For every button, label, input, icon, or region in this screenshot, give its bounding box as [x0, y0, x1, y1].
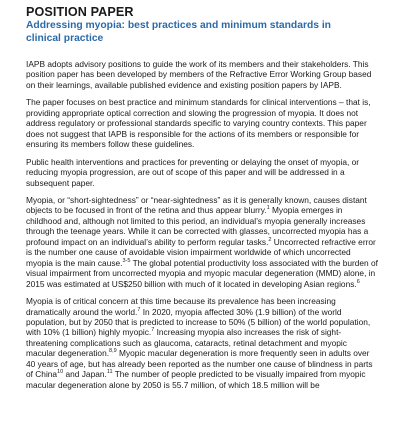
- text-run: Myopia is of critical concern at this time because its prevalence has been increasing dramatically around the world.: [26, 296, 336, 317]
- text-run: and Japan.: [63, 369, 107, 380]
- text-run: In 2020, myopia affected 30% (1.9 billion) of the world population, but by 2050 that is predicted to increase to 50% (5 billion) of the world population, with 10% (1 billion) highly myopic.: [26, 306, 371, 338]
- document-title-line-1: Addressing myopia: best practices and minimum standards in: [26, 20, 331, 31]
- paragraph-intro: IAPB adopts advisory positions to guide the work of its members and their stakeholders. This position paper has been developed by members of the Refractive Error Working Group based on their learnings, available published evidence and existing position papers by IAPB.: [26, 59, 372, 90]
- reference-marker: 11: [106, 369, 113, 376]
- text-run: Myopia, or “short-sightedness” or “near-sightedness” as it is generally known, causes distant objects to be focused in front of the retina and thus appear blurry.: [26, 194, 367, 216]
- reference-marker: 7: [137, 306, 141, 313]
- paragraph-scope: The paper focuses on best practice and minimum standards for clinical interventions – that is, providing appropriate optical correction and slowing the progression of myopia. It does not address regulatory or professional standards specific to varying country contexts. This paper does not suggest that IAPB is responsible for the actions of its members or responsible for ensuring its members follow these guidelines.: [26, 97, 371, 150]
- reference-marker: 7: [151, 327, 155, 334]
- text-run: Myopia emerges in childhood and, although not limited to this period, an individual’s myopia generally increases through the teenage years. While it can be corrected with glasses, uncorrected myopia has a profound impact on an individual’s ability to perform regular tasks.: [26, 205, 369, 247]
- paragraph-myopia-prevalence: [26, 296, 378, 390]
- document-type-label: POSITION PAPER: [26, 5, 134, 19]
- text-run: Uncorrected refractive error is the number one cause of avoidable vision impairment worldwide of which uncorrected myopia is the main cause.: [26, 236, 376, 268]
- reference-marker: 3-5: [122, 257, 131, 264]
- paragraph-out-of-scope: Public health interventions and practices for preventing or delaying the onset of myopia, or reducing myopia progression, are out of scope of this paper and will be addressed in a subsequent paper.: [26, 156, 360, 188]
- reference-marker: 1: [266, 205, 270, 212]
- text-run: The number of people predicted to be visually impaired from myopic macular degeneration alone by 2050 is 55.7 million, of which 18.5 million will be: [26, 369, 366, 390]
- paragraph-myopia-definition: [26, 195, 378, 289]
- document-title: [26, 20, 378, 45]
- text-run: Increasing myopia also increases the risk of sight-threatening complications such as glaucoma, cataracts, retinal detachment and myopic macular degeneration.: [26, 327, 347, 359]
- reference-marker: 6: [356, 278, 360, 285]
- document-page: [26, 0, 378, 390]
- document-title-line-2: clinical practice: [26, 32, 104, 44]
- text-run: The global potential productivity loss associated with the burden of visual impairment from uncorrected myopia and myopic macular degeneration (MMD) alone, in 2015 was estimated at US$250 billion with much of it located in developing Asian regions.: [26, 257, 378, 289]
- reference-marker: 2: [268, 237, 272, 244]
- text-run: Myopic macular degeneration is more frequently seen in adults over 40 years of age, but has already been reported as the number one cause of blindness in parts of China: [26, 348, 373, 380]
- reference-marker: 8,9: [109, 348, 117, 355]
- reference-marker: 10: [57, 369, 64, 376]
